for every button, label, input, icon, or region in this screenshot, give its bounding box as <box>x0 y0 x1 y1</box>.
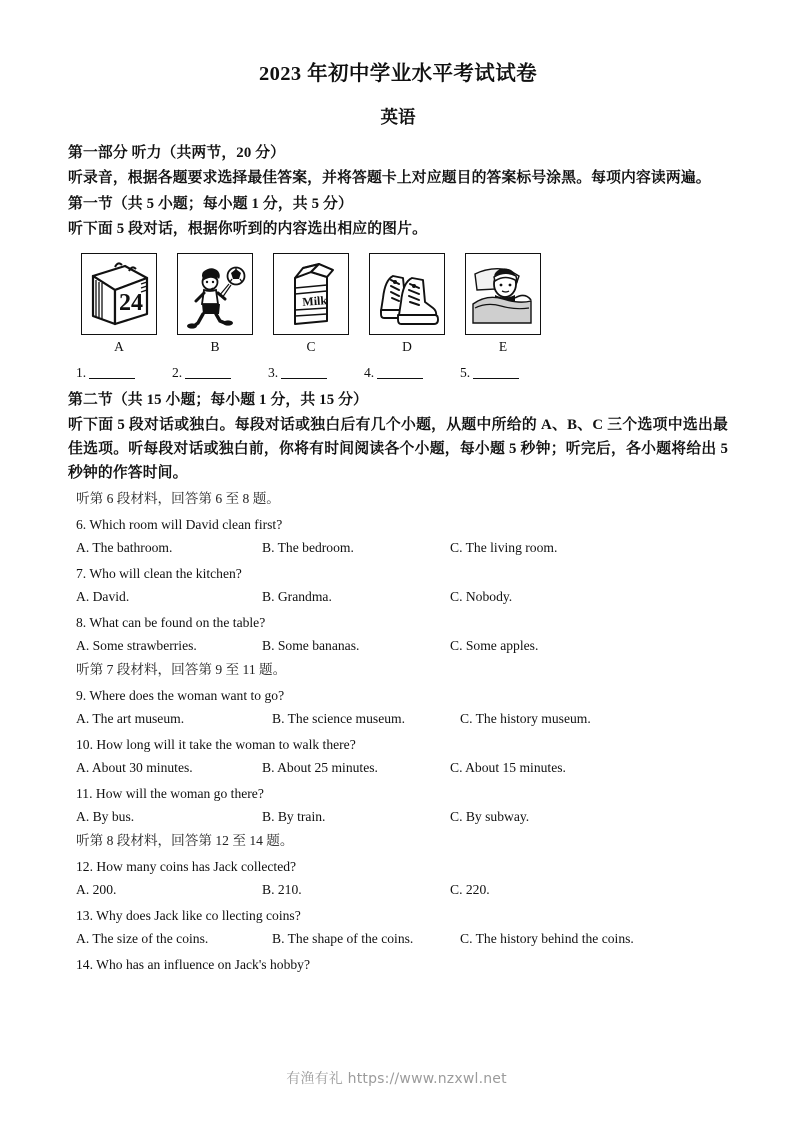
question-stem-13: 13. Why does Jack like co llecting coins? <box>76 907 301 923</box>
question-options-11 <box>76 807 728 827</box>
picture-box <box>465 253 541 335</box>
picture-box <box>81 253 157 335</box>
option-11-c[interactable]: C. By subway. <box>450 809 530 825</box>
picture-label: D <box>402 339 412 355</box>
question-options-10 <box>76 758 728 778</box>
option-7-b[interactable]: B. Grandma. <box>262 589 332 605</box>
question-options-9 <box>76 709 728 729</box>
question-stem-12: 12. How many coins has Jack collected? <box>76 858 297 874</box>
answer-blank-number: 1. <box>76 365 87 381</box>
question-stem-11: 11. How will the woman go there? <box>76 785 264 801</box>
option-11-b[interactable]: B. By train. <box>262 809 326 825</box>
group-note: 听第 6 段材料，回答第 6 至 8 题。 <box>76 491 280 507</box>
question-stem-14: 14. Who has an influence on Jack's hobby? <box>76 956 310 972</box>
option-11-a[interactable]: A. By bus. <box>76 809 135 825</box>
picture-option-b <box>176 253 254 355</box>
option-13-c[interactable]: C. The history behind the coins. <box>460 931 634 947</box>
question-options-12 <box>76 880 728 900</box>
picture-box <box>369 253 445 335</box>
boy-playing-soccer-icon <box>181 258 249 330</box>
option-6-b[interactable]: B. The bedroom. <box>262 540 354 556</box>
picture-label: B <box>210 339 220 355</box>
option-12-c[interactable]: C. 220. <box>450 882 490 898</box>
listening-group-6-8 <box>68 488 728 656</box>
svg-text:24: 24 <box>119 290 143 317</box>
picture-option-c <box>272 253 350 355</box>
sneakers-icon <box>373 258 441 330</box>
answer-blank-number: 5. <box>460 365 471 381</box>
answer-blank-number: 4. <box>364 365 375 381</box>
blank-line[interactable] <box>89 378 135 379</box>
question-stem-6: 6. Which room will David clean first? <box>76 516 283 532</box>
option-9-c[interactable]: C. The history museum. <box>460 711 591 727</box>
question-stem-8: 8. What can be found on the table? <box>76 614 266 630</box>
question-stem-9: 9. Where does the woman want to go? <box>76 687 285 703</box>
answer-blank-number: 3. <box>268 365 279 381</box>
picture-option-d <box>368 253 446 355</box>
milk-carton-icon <box>277 258 345 330</box>
option-8-a[interactable]: A. Some strawberries. <box>76 638 197 653</box>
answer-blank-5[interactable] <box>460 365 556 381</box>
blank-line[interactable] <box>185 378 231 379</box>
picture-options-row <box>68 253 728 355</box>
answer-blank-1[interactable] <box>76 365 172 381</box>
option-10-b[interactable]: B. About 25 minutes. <box>262 760 378 776</box>
answer-blank-number: 2. <box>172 365 183 381</box>
option-13-a[interactable]: A. The size of the coins. <box>76 931 209 947</box>
option-10-a[interactable]: A. About 30 minutes. <box>76 760 193 776</box>
option-12-b[interactable]: B. 210. <box>262 882 302 898</box>
calendar-24-icon <box>85 258 153 330</box>
option-8-b[interactable]: B. Some bananas. <box>262 638 360 653</box>
picture-box <box>273 253 349 335</box>
section-two-heading: 第二节（共 15 小题；每小题 1 分，共 15 分） <box>68 392 368 409</box>
subject-title: 英语 <box>380 106 416 127</box>
blank-line[interactable] <box>377 378 423 379</box>
svg-text:Milk: Milk <box>301 293 328 310</box>
answer-blank-2[interactable] <box>172 365 268 381</box>
section-one-heading: 第一节（共 5 小题；每小题 1 分，共 5 分） <box>68 195 353 212</box>
part-one-heading: 第一部分 听力（共两节，20 分） <box>68 144 286 161</box>
section-two-instruction: 听下面 5 段对话或独白。每段对话或独白后有几个小题，从题中所给的 A、B、C 三个选项中选出最佳选项。听每段对话或独白前，你将有时间阅读各个小题，每小题 5 秒钟；听完后，各小题将给出 5 秒钟的作答时间。 <box>68 417 728 482</box>
question-options-7 <box>76 587 728 607</box>
section-one-instruction: 听下面 5 段对话，根据你听到的内容选出相应的图片。 <box>68 220 428 237</box>
listening-group-12-14 <box>68 830 728 975</box>
answer-blank-3[interactable] <box>268 365 364 381</box>
option-9-a[interactable]: A. The art museum. <box>76 711 185 727</box>
footer-watermark: 有渔有礼 https://www.nzxwl.net <box>286 1071 507 1087</box>
picture-option-a <box>80 253 158 355</box>
blank-line[interactable] <box>473 378 519 379</box>
option-12-a[interactable]: A. 200. <box>76 882 117 898</box>
option-6-c[interactable]: C. The living room. <box>450 540 558 556</box>
sick-person-in-bed-icon <box>469 258 537 330</box>
page-content <box>68 62 728 977</box>
answer-blanks-row <box>68 365 728 381</box>
picture-option-e <box>464 253 542 355</box>
question-stem-10: 10. How long will it take the woman to walk there? <box>76 736 356 752</box>
part-one-instruction: 听录音，根据各题要求选择最佳答案，并将答题卡上对应题目的答案标号涂黑。每项内容读两遍。 <box>68 169 711 186</box>
question-options-13 <box>76 929 728 949</box>
picture-box <box>177 253 253 335</box>
answer-blank-4[interactable] <box>364 365 460 381</box>
picture-label: C <box>306 339 316 355</box>
option-6-a[interactable]: A. The bathroom. <box>76 540 173 556</box>
option-10-c[interactable]: C. About 15 minutes. <box>450 760 566 776</box>
question-options-8 <box>76 636 728 656</box>
question-options-6 <box>76 538 728 558</box>
group-note: 听第 8 段材料，回答第 12 至 14 题。 <box>76 833 294 849</box>
option-7-a[interactable]: A. David. <box>76 589 130 605</box>
option-9-b[interactable]: B. The science museum. <box>272 711 406 727</box>
group-note: 听第 7 段材料，回答第 9 至 11 题。 <box>76 662 287 678</box>
page-title: 2023 年初中学业水平考试试卷 <box>258 63 538 85</box>
option-8-c[interactable]: C. Some apples. <box>450 638 539 653</box>
option-7-c[interactable]: C. Nobody. <box>450 589 513 605</box>
picture-label: E <box>498 339 508 355</box>
option-13-b[interactable]: B. The shape of the coins. <box>272 931 414 947</box>
listening-group-9-11 <box>68 659 728 827</box>
picture-label: A <box>114 339 124 355</box>
question-stem-7: 7. Who will clean the kitchen? <box>76 565 242 581</box>
blank-line[interactable] <box>281 378 327 379</box>
